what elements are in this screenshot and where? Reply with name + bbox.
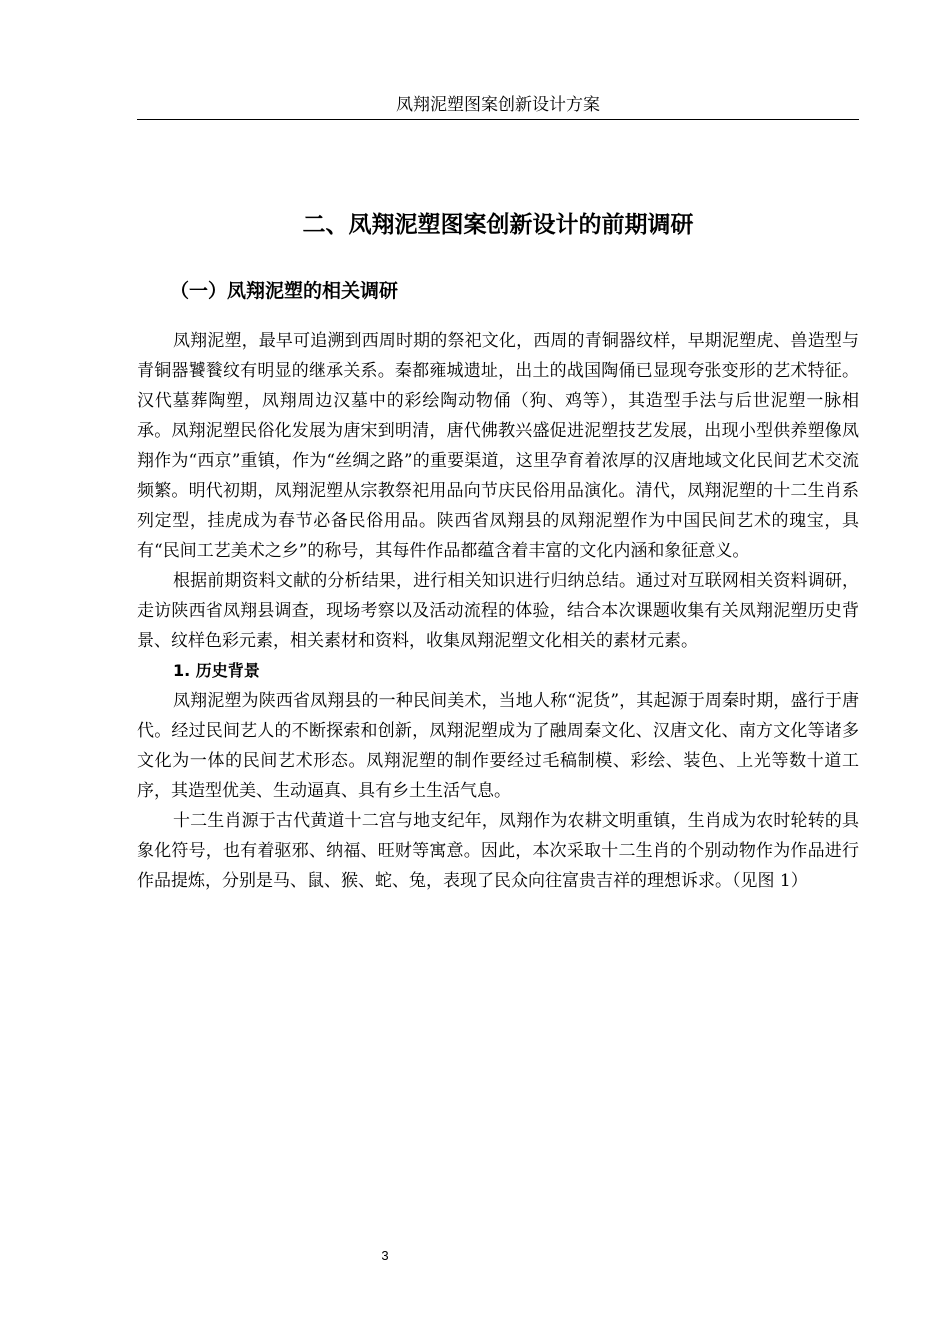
paragraph-zodiac: 十二生肖源于古代黄道十二宫与地支纪年，凤翔作为农耕文明重镇，生肖成为农时轮转的具象化符号，也有着驱邪、纳福、旺财等寓意。因此，本次采取十二生肖的个别动物作为作品进行作品提炼，分别是马、鼠、猴、蛇、兔，表现了民众向往富贵吉祥的理想诉求。（见图 1） [137,811,859,891]
running-header: 凤翔泥塑图案创新设计方案 [396,95,600,115]
paragraph-origin: 凤翔泥塑，最早可追溯到西周时期的祭祀文化，西周的青铜器纹样，早期泥塑虎、兽造型与青铜器饕餮纹有明显的继承关系。秦都雍城遗址，出土的战国陶俑已显现夸张变形的艺术特征。汉代墓葬陶塑，凤翔周边汉墓中的彩绘陶动物俑（狗、鸡等），其造型手法与后世泥塑一脉相承。凤翔泥塑民俗化发展为唐宋到明清，唐代佛教兴盛促进泥塑技艺发展，出现小型供养塑像凤翔作为“西京”重镇，作为“丝绸之路”的重要渠道，这里孕育着浓厚的汉唐地域文化民间艺术交流频繁。明代初期，凤翔泥塑从宗教祭祀用品向节庆民俗用品演化。清代，凤翔泥塑的十二生肖系列定型，挂虎成为春节必备民俗用品。陕西省凤翔县的凤翔泥塑作为中国民间艺术的瑰宝，具有“民间工艺美术之乡”的称号，其每件作品都蕴含着丰富的文化内涵和象征意义。 [137,331,859,561]
page-number-text: 3 [381,1248,389,1263]
header-rule [137,119,859,120]
chapter-title: 二、凤翔泥塑图案创新设计的前期调研 [302,212,694,238]
paragraph-research-method: 根据前期资料文献的分析结果，进行相关知识进行归纳总结。通过对互联网相关资料调研，走访陕西省凤翔县调查，现场考察以及活动流程的体验，结合本次课题收集有关凤翔泥塑历史背景、纹样色彩元素，相关素材和资料，收集凤翔泥塑文化相关的素材元素。 [137,571,859,651]
section-title: （一）凤翔泥塑的相关调研 [170,280,399,302]
subheading-history: 1. 历史背景 [173,661,260,680]
paragraph-history: 凤翔泥塑为陕西省凤翔县的一种民间美术，当地人称“泥货”，其起源于周秦时期，盛行于唐代。经过民间艺人的不断探索和创新，凤翔泥塑成为了融周秦文化、汉唐文化、南方文化等诸多文化为一体的民间艺术形态。凤翔泥塑的制作要经过毛稿制模、彩绘、装色、上光等数十道工序，其造型优美、生动逼真、具有乡土生活气息。 [137,691,859,801]
page-number [0,1248,950,1264]
body-text [137,326,859,896]
